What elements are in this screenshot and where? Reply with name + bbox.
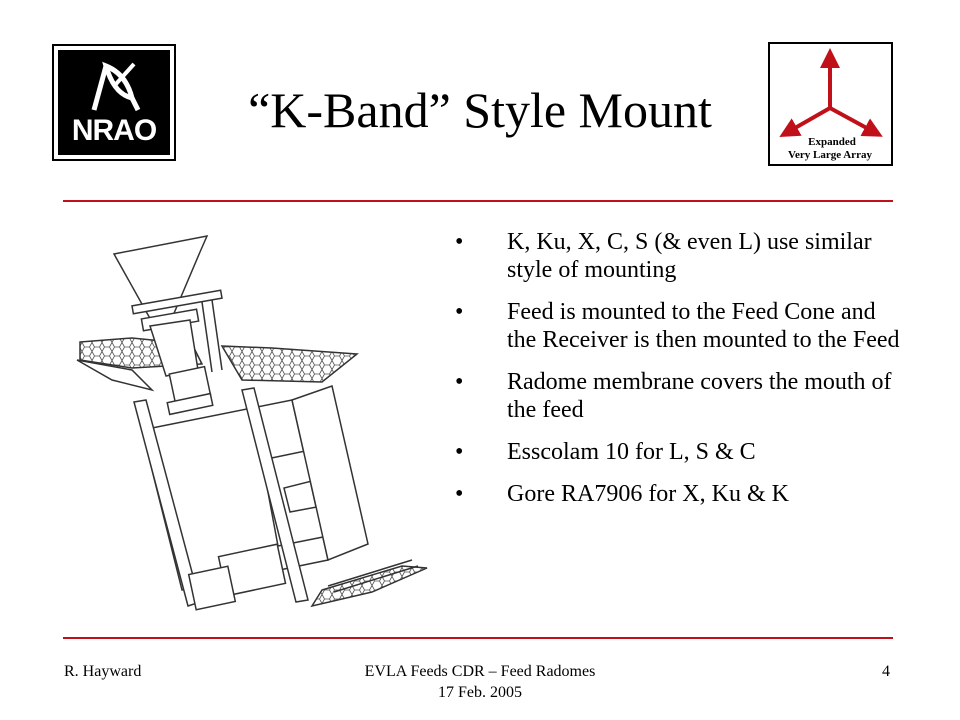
- bullet-item: [455, 228, 900, 284]
- footer-divider: [63, 637, 893, 639]
- bullet-item: [455, 480, 900, 508]
- page-number: 4: [882, 663, 890, 680]
- feed-mount-drawing: [72, 230, 432, 620]
- bullet-marker: •: [455, 299, 464, 325]
- footer-author: R. Hayward: [64, 663, 142, 680]
- evla-tripod-icon: [770, 44, 891, 164]
- nrao-logo-text: NRAO: [71, 114, 157, 147]
- evla-logo: [768, 42, 893, 166]
- bullet-text: Radome membrane covers the mouth of the feed: [507, 369, 892, 423]
- bullet-text: Feed is mounted to the Feed Cone and the Receiver is then mounted to the Feed: [507, 299, 900, 353]
- bullet-item: [455, 368, 900, 424]
- nrao-telescope-icon: [54, 46, 174, 159]
- slide-title: “K-Band” Style Mount: [248, 82, 712, 138]
- feed-mount-illustration: [72, 230, 432, 620]
- footer-event-title: EVLA Feeds CDR – Feed Radomes: [364, 663, 596, 680]
- bullet-text: Gore RA7906 for X, Ku & K: [507, 481, 789, 507]
- bullet-text: K, Ku, X, C, S (& even L) use similar style of mounting: [507, 229, 872, 283]
- evla-logo-line1: Expanded: [808, 136, 856, 148]
- nrao-logo: [52, 44, 176, 161]
- footer-event: [310, 661, 650, 703]
- bullet-marker: •: [455, 369, 464, 395]
- bullet-marker: •: [455, 439, 464, 465]
- title-divider: [63, 200, 893, 202]
- bullet-marker: •: [455, 229, 464, 255]
- bullet-marker: •: [455, 481, 464, 507]
- bullet-list: [455, 228, 900, 522]
- evla-logo-line2: Very Large Array: [788, 149, 872, 161]
- footer-event-date: 17 Feb. 2005: [438, 684, 522, 701]
- bullet-item: [455, 298, 900, 354]
- bullet-text: Esscolam 10 for L, S & C: [507, 439, 756, 465]
- bullet-item: [455, 438, 900, 466]
